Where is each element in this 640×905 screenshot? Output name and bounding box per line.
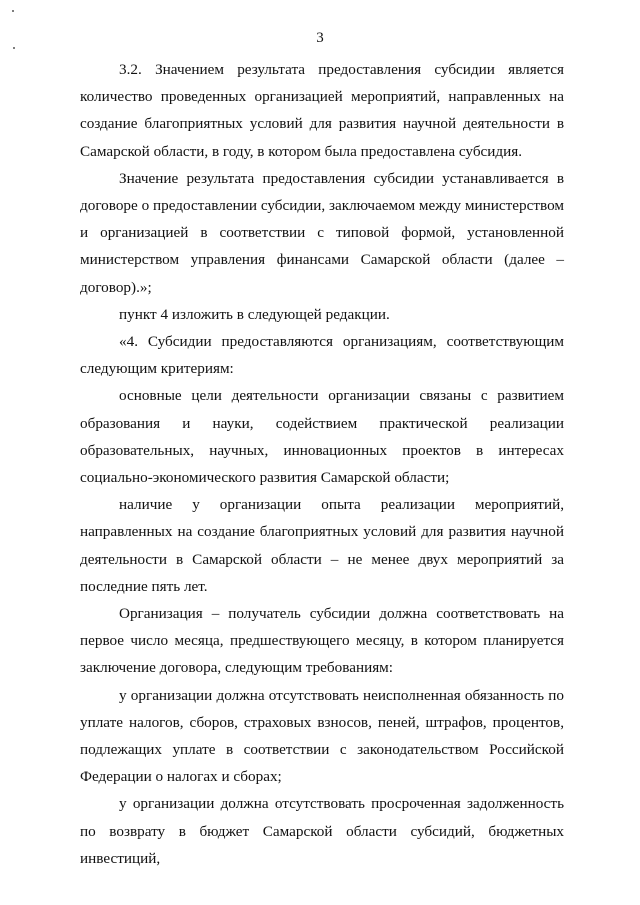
page-number: 3 [316, 30, 324, 46]
paragraph-requirement-debt: у организации должна отсутствовать просроченная задолженность по возврату в бюджет Самарской области субсидий, бюджетных инвестиций, [80, 795, 564, 867]
paragraph-criterion-goals: основные цели деятельности организации связаны с развитием образования и науки, содействием практической реализации образовательных, научных, инновационных проектов в интересах социально-экономического развития Самарской области; [80, 387, 564, 487]
paragraph-requirement-taxes: у организации должна отсутствовать неисполненная обязанность по уплате налогов, сборов, страховых взносов, пеней, штрафов, процентов, подлежащих уплате в соответствии с законодательством Российской Федерации о налогах и сборах; [80, 686, 564, 786]
paragraph-result-value: Значение результата предоставления субсидии устанавливается в договоре о предоставлении субсидии, заключаемом между министерством и организацией в соответствии с типовой формой, установленной министерством управления финансами Самарской области (далее – договор).»; [80, 169, 564, 296]
paragraph-item-4-intro: пункт 4 изложить в следующей редакции. [119, 305, 390, 323]
paragraph-item-4: «4. Субсидии предоставляются организациям, соответствующим следующим критериям: [80, 333, 564, 378]
paragraph-requirements-intro: Организация – получатель субсидии должна соответствовать на первое число месяца, предшествующего месяцу, в котором планируется заключение договора, следующим требованиям: [80, 605, 564, 677]
paragraph-criterion-experience: наличие у организации опыта реализации мероприятий, направленных на создание благоприятных условий для развития научной деятельности в Самарской области – не менее двух мероприятий за последние пять лет. [80, 496, 564, 595]
scan-speck [13, 47, 15, 49]
paragraph-3-2: 3.2. Значением результата предоставления субсидии является количество проведенных организацией мероприятий, направленных на создание благоприятных условий для развития научной деятельности в Самарской области, в году, в котором была предоставлена субсидия. [80, 61, 564, 160]
scan-speck [12, 10, 14, 12]
document-body [80, 56, 564, 872]
